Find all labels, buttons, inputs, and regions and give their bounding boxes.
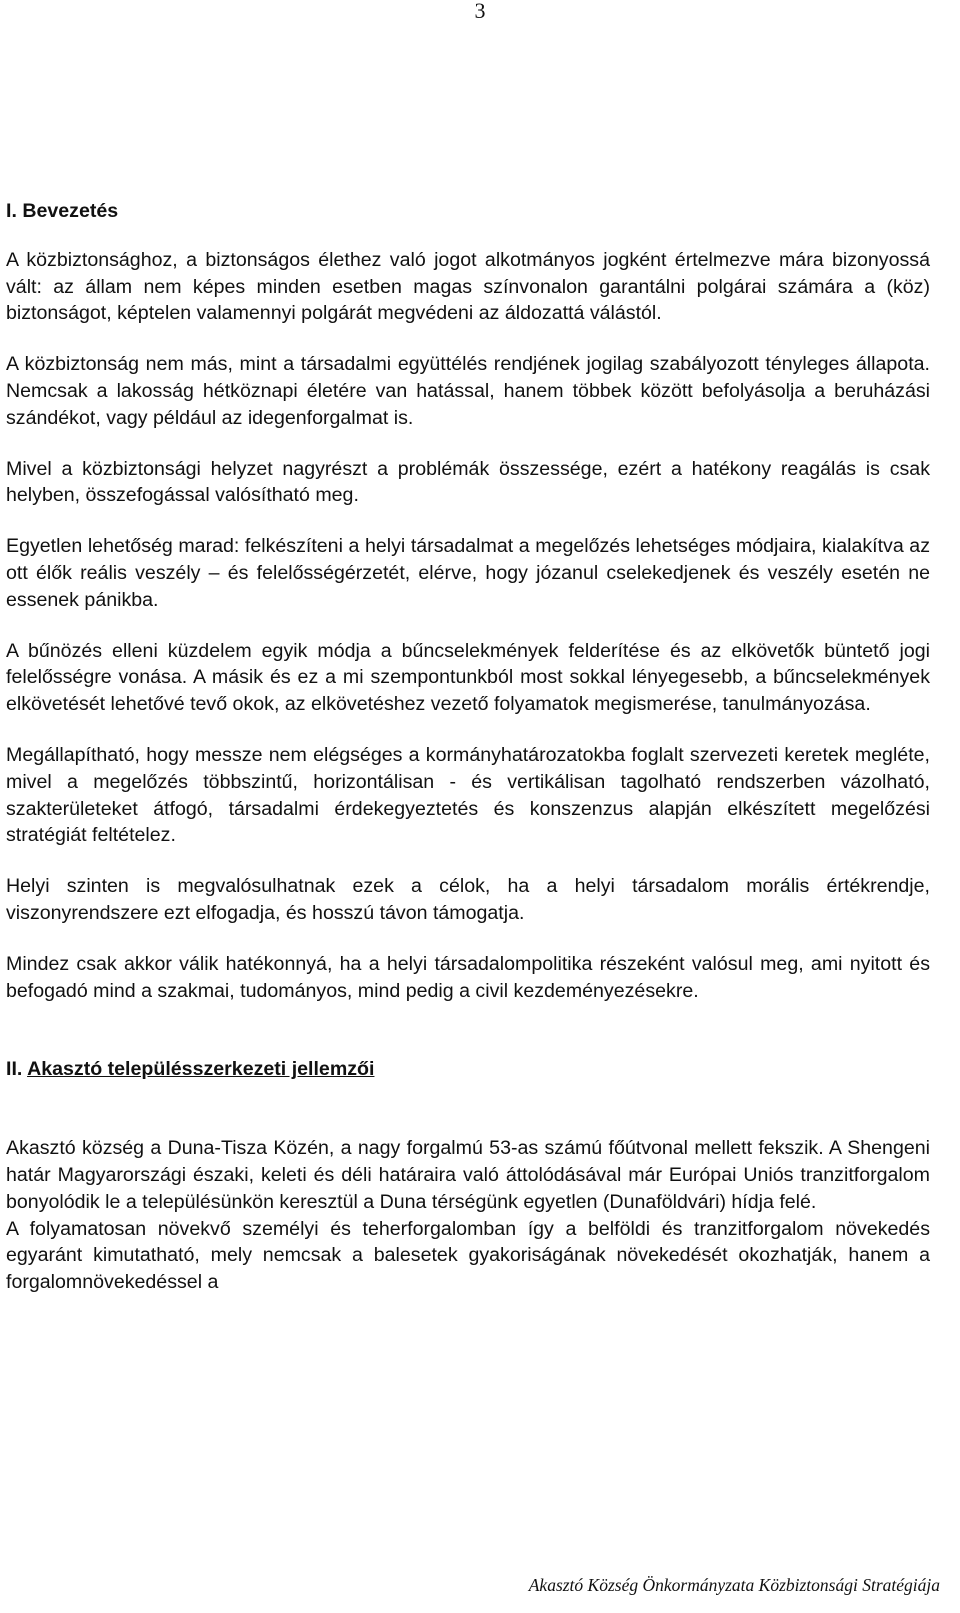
paragraph: A közbiztonsághoz, a biztonságos élethez való jogot alkotmányos jogként értelmezve mára bizonyossá vált: az állam nem képes minden esetben magas színvonalon garantálni polgárai számára a (köz) biztonságot, képtelen valamennyi polgárát megvédeni az áldozattá válástól. (6, 248, 930, 325)
paragraph: A közbiztonság nem más, mint a társadalmi együttélés rendjének jogilag szabályozott tényleges állapota. Nemcsak a lakosság hétköznapi életére van hatással, hanem többek között befolyásolja a beruházási szándékot, vagy például az idegenforgalmat is. (6, 353, 930, 429)
document-body (6, 198, 930, 1296)
section-2-number: II. (6, 1058, 23, 1081)
section-2-title: Akasztó településszerkezeti jellemzői (27, 1058, 375, 1081)
paragraph: Megállapítható, hogy messze nem elégséges a kormányhatározatokba foglalt szervezeti keretek megléte, mivel a megelőzés többszintű, horizontálisan - és vertikálisan tagolható rendszerben vázolható, szakterületeket átfogó, társadalmi érdekegyeztetés és konszenzus alapján elkészített megelőzési stratégiát feltételez. (6, 743, 930, 847)
page-number: 3 (474, 0, 486, 23)
paragraph: Akasztó község a Duna-Tisza Közén, a nagy forgalmú 53-as számú főútvonal mellett fekszik. A Shengeni határ Magyarországi északi, keleti és déli határaira való áttolódásával már Európai Uniós tranzitforgalom bonyolódik le a településünkön keresztül a Duna térségünk egyetlen (Dunaföldvári) hídja felé. (6, 1137, 930, 1213)
paragraph: Egyetlen lehetőség marad: felkészíteni a helyi társadalmat a megelőzés lehetséges módjaira, kialakítva az ott élők reális veszély – és felelősségérzetét, elérve, hogy józanul cselekedjenek és veszély esetén ne essenek pánikba. (6, 535, 930, 611)
section-1-number: I. (6, 200, 17, 222)
section-1-heading (6, 198, 930, 225)
page-footer: Akasztó Község Önkormányzata Közbiztonsági Stratégiája (528, 1575, 940, 1595)
paragraph: A folyamatosan növekvő személyi és teherforgalomban így a belföldi és tranzitforgalom növekedés egyaránt kimutatható, mely nemcsak a balesetek gyakoriságának növekedését okozhatják, hanem a forgalomnövekedéssel a (6, 1217, 930, 1294)
paragraph: Mivel a közbiztonsági helyzet nagyrészt a problémák összessége, ezért a hatékony reagálás is csak helyben, összefogással valósítható meg. (6, 457, 930, 507)
section-1-title: Bevezetés (22, 200, 119, 222)
paragraph: A bűnözés elleni küzdelem egyik módja a bűncselekmények felderítése és az elkövetők büntető jogi felelősségre vonása. A másik és ez a mi szempontunkból most sokkal lényegesebb, a bűncselekmények elkövetését lehetővé tevő okok, az elkövetéshez vezető folyamatok megismerése, tanulmányozása. (6, 639, 930, 716)
paragraph: Helyi szinten is megvalósulhatnak ezek a célok, ha a helyi társadalom morális értékrendje, viszonyrendszere ezt elfogadja, és hosszú távon támogatja. (6, 875, 930, 924)
paragraph: Mindez csak akkor válik hatékonnyá, ha a helyi társadalompolitika részeként valósul meg, ami nyitott és befogadó mind a szakmai, tudományos, mind pedig a civil kezdeményezésekre. (6, 952, 930, 1002)
section-2-heading (6, 1056, 930, 1083)
